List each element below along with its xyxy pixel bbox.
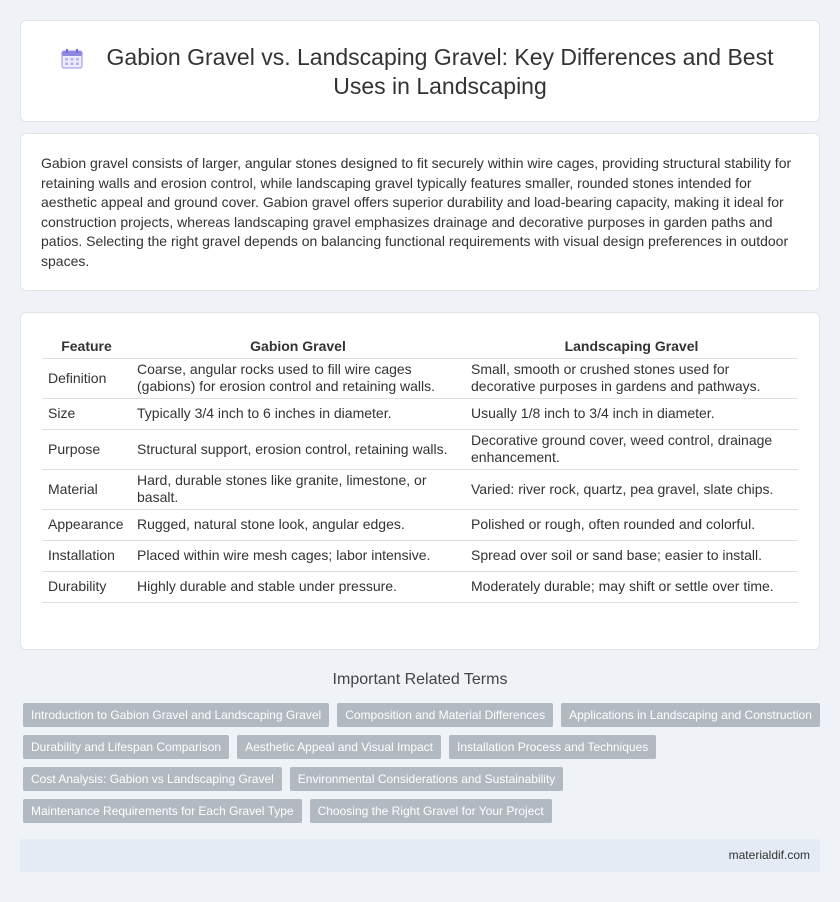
- gabion-cell: Structural support, erosion control, retaining walls.: [131, 429, 465, 469]
- landscaping-cell: Moderately durable; may shift or settle over time.: [465, 571, 798, 602]
- gabion-cell: Rugged, natural stone look, angular edges.: [131, 509, 465, 540]
- feature-cell: Appearance: [42, 509, 131, 540]
- comparison-table-card: [20, 312, 820, 650]
- related-term-tag[interactable]: Maintenance Requirements for Each Gravel Type: [23, 799, 302, 823]
- table-header-row: [42, 334, 798, 358]
- feature-cell: Installation: [42, 540, 131, 571]
- table-row: [42, 469, 798, 509]
- gabion-cell: Coarse, angular rocks used to fill wire cages (gabions) for erosion control and retaining walls.: [131, 358, 465, 398]
- footer-site-link[interactable]: materialdif.com: [728, 848, 810, 862]
- gabion-cell: Highly durable and stable under pressure.: [131, 571, 465, 602]
- header-feature: Feature: [42, 334, 131, 358]
- related-term-tag[interactable]: Composition and Material Differences: [337, 703, 553, 727]
- feature-cell: Purpose: [42, 429, 131, 469]
- related-term-tag[interactable]: Applications in Landscaping and Construction: [561, 703, 820, 727]
- tag-row: [23, 799, 823, 823]
- tag-row: [23, 735, 823, 759]
- table-row: [42, 398, 798, 429]
- tag-row: [23, 703, 823, 727]
- intro-card: [20, 133, 820, 291]
- related-term-tag[interactable]: Choosing the Right Gravel for Your Project: [310, 799, 552, 823]
- gabion-cell: Typically 3/4 inch to 6 inches in diameter.: [131, 398, 465, 429]
- table-row: [42, 540, 798, 571]
- title-card: [20, 20, 820, 122]
- header-gabion-gravel: Gabion Gravel: [131, 334, 465, 358]
- related-terms-tags: [23, 703, 823, 831]
- feature-cell: Size: [42, 398, 131, 429]
- table-row: [42, 571, 798, 602]
- related-term-tag[interactable]: Installation Process and Techniques: [449, 735, 656, 759]
- landscaping-cell: Decorative ground cover, weed control, drainage enhancement.: [465, 429, 798, 469]
- related-term-tag[interactable]: Cost Analysis: Gabion vs Landscaping Gravel: [23, 767, 282, 791]
- landscaping-cell: Polished or rough, often rounded and colorful.: [465, 509, 798, 540]
- related-term-tag[interactable]: Durability and Lifespan Comparison: [23, 735, 229, 759]
- related-term-tag[interactable]: Introduction to Gabion Gravel and Landscaping Gravel: [23, 703, 329, 727]
- feature-cell: Definition: [42, 358, 131, 398]
- table-row: [42, 358, 798, 398]
- tag-row: [23, 767, 823, 791]
- table-row: [42, 509, 798, 540]
- feature-cell: Durability: [42, 571, 131, 602]
- landscaping-cell: Spread over soil or sand base; easier to install.: [465, 540, 798, 571]
- header-landscaping-gravel: Landscaping Gravel: [465, 334, 798, 358]
- gabion-cell: Placed within wire mesh cages; labor intensive.: [131, 540, 465, 571]
- related-terms-heading: Important Related Terms: [332, 671, 508, 688]
- feature-cell: Material: [42, 469, 131, 509]
- footer: [20, 839, 820, 872]
- table-row: [42, 429, 798, 469]
- page-title: Gabion Gravel vs. Landscaping Gravel: Key Differences and Best Uses in Landscaping: [106, 44, 774, 99]
- related-term-tag[interactable]: Aesthetic Appeal and Visual Impact: [237, 735, 441, 759]
- landscaping-cell: Usually 1/8 inch to 3/4 inch in diameter.: [465, 398, 798, 429]
- comparison-table: [42, 334, 798, 603]
- intro-paragraph: Gabion gravel consists of larger, angular stones designed to fit securely within wire cages, providing structural stability for retaining walls and erosion control, while landscaping gravel typically features smaller, rounded stones intended for aesthetic appeal and ground cover. Gabion gravel offers superior durability and load-bearing capacity, making it ideal for construction projects, whereas landscaping gravel emphasizes drainage and decorative purposes in garden paths and patios. Selecting the right gravel depends on balancing functional requirements with visual design preferences in outdoor spaces.: [41, 155, 792, 269]
- landscaping-cell: Small, smooth or crushed stones used for decorative purposes in gardens and pathways.: [465, 358, 798, 398]
- related-term-tag[interactable]: Environmental Considerations and Sustainability: [290, 767, 563, 791]
- landscaping-cell: Varied: river rock, quartz, pea gravel, slate chips.: [465, 469, 798, 509]
- gabion-cell: Hard, durable stones like granite, limestone, or basalt.: [131, 469, 465, 509]
